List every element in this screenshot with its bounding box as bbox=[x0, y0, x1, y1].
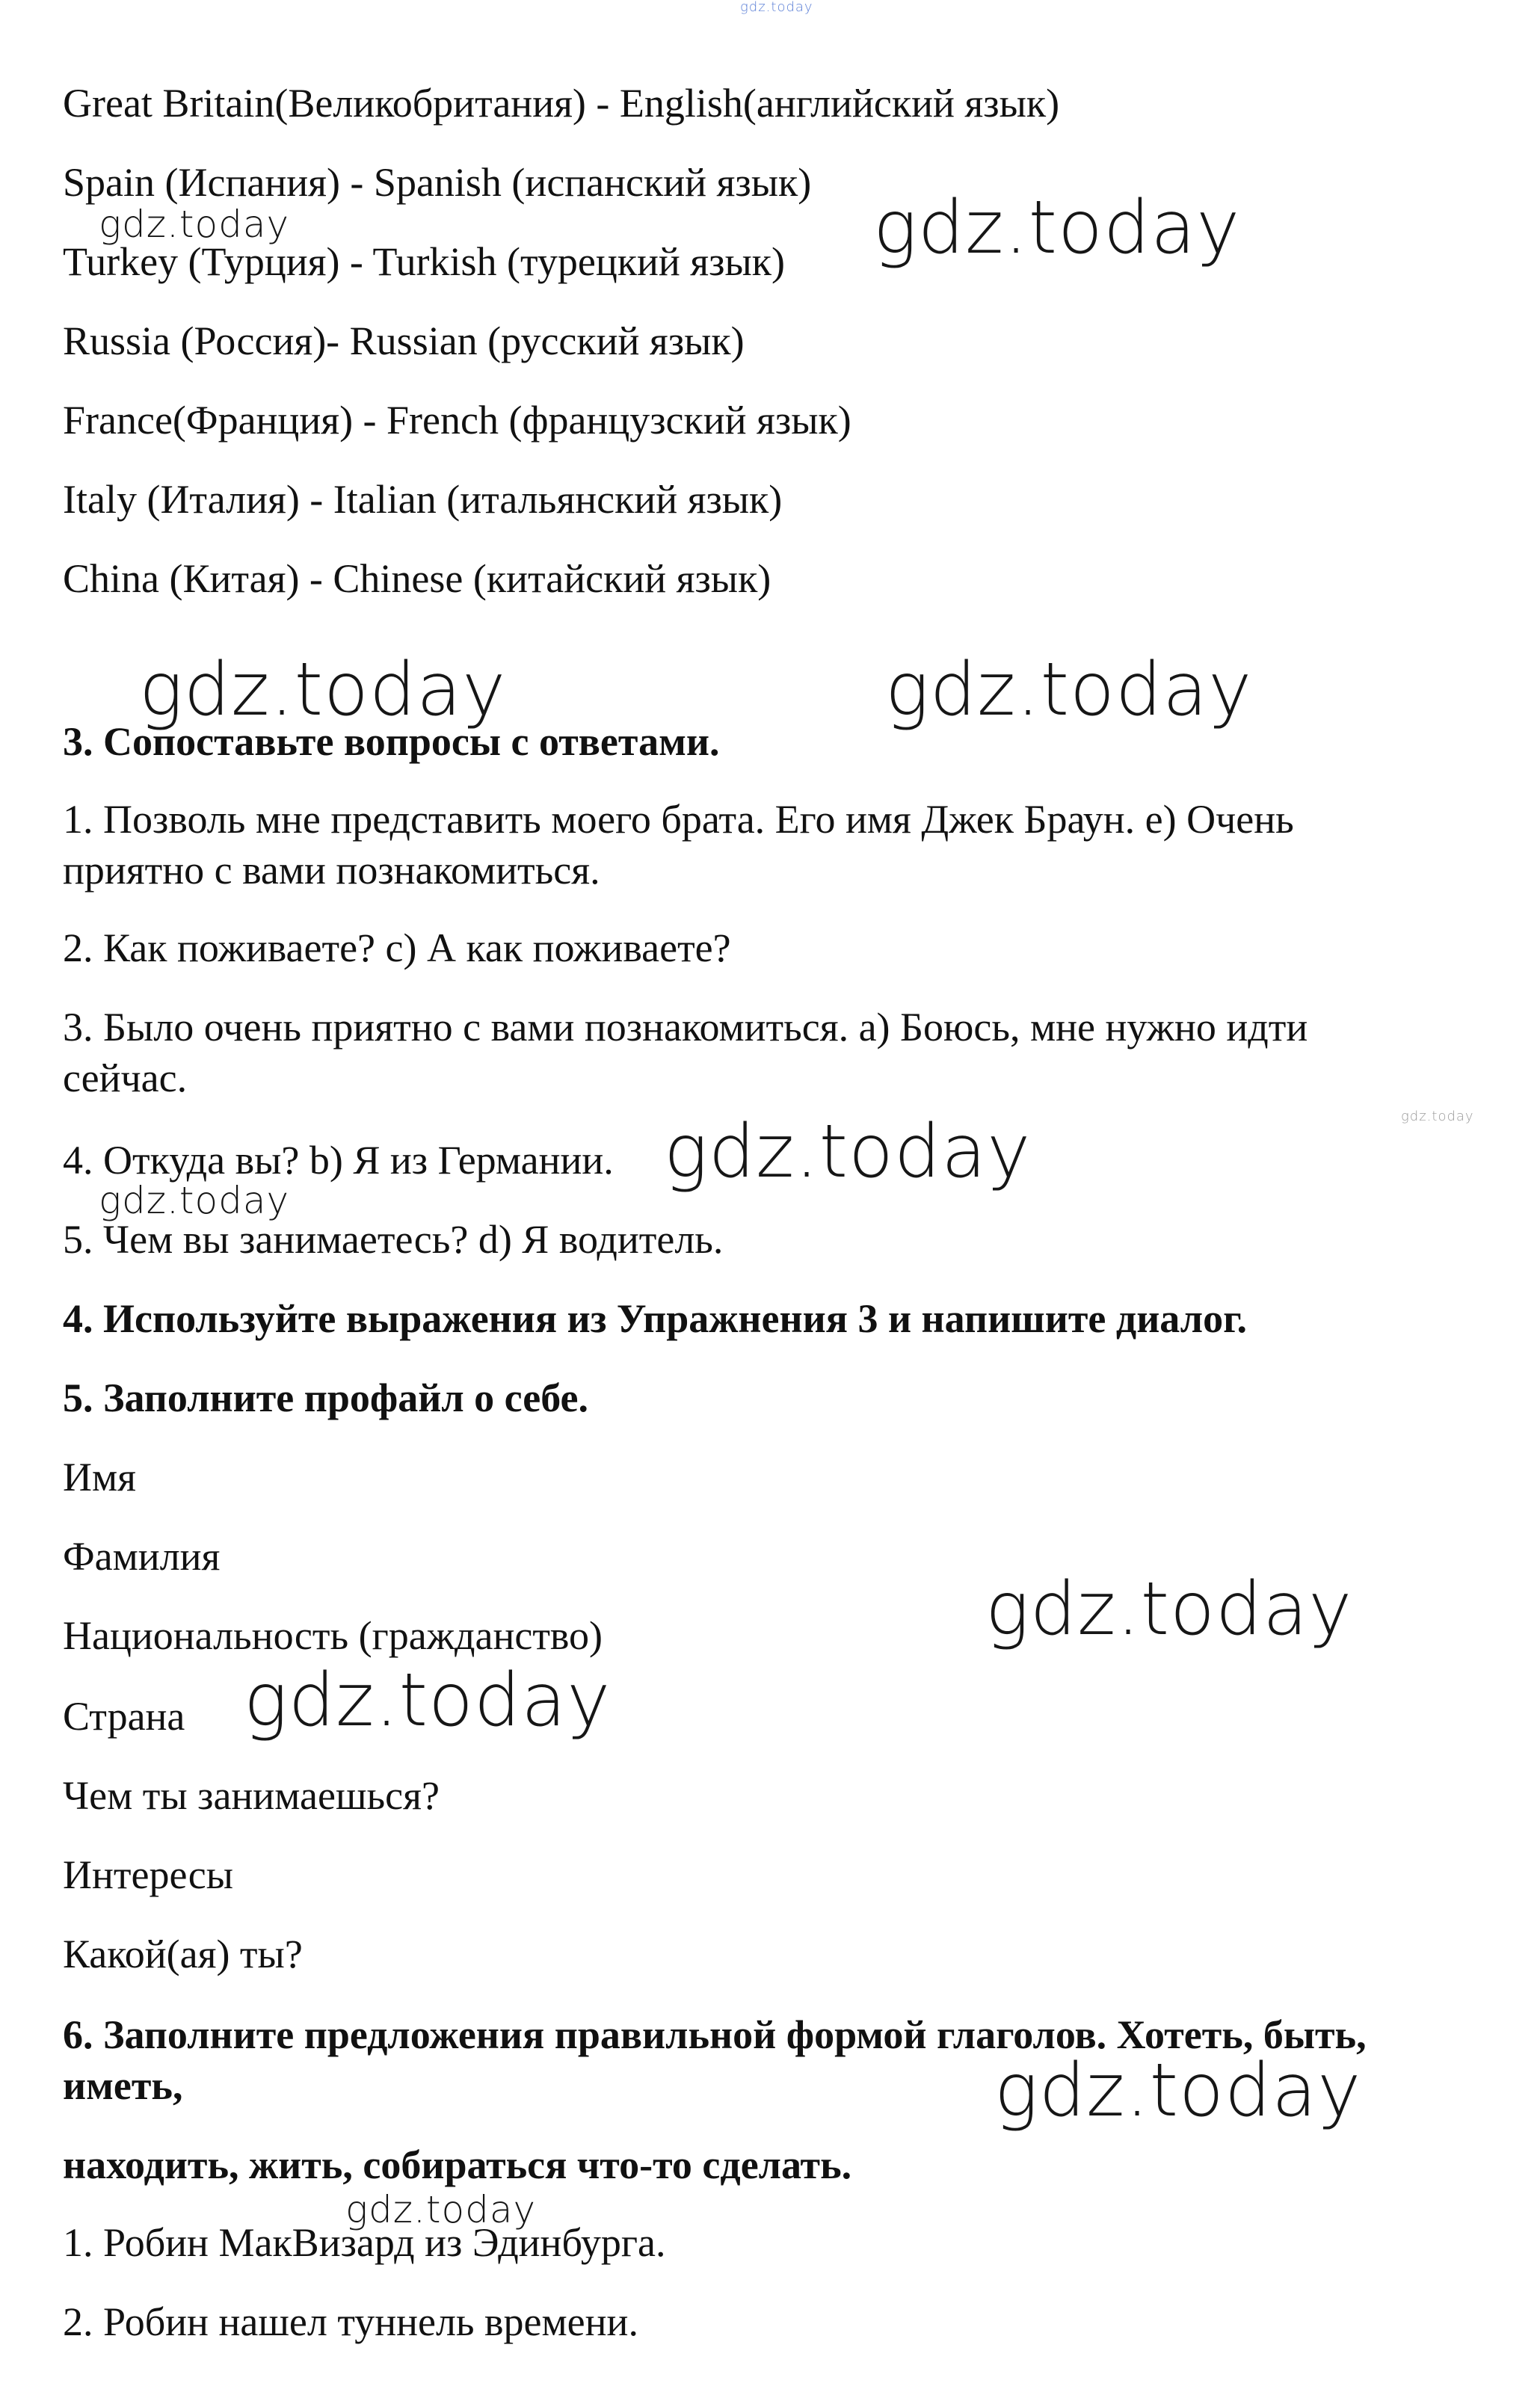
watermark: gdz.today bbox=[139, 647, 507, 733]
watermark: gdz.today bbox=[664, 1109, 1032, 1195]
watermark: gdz.today bbox=[885, 647, 1253, 733]
profile-field-occupation: Чем ты занимаешься? bbox=[63, 1773, 440, 1818]
watermark: gdz.today bbox=[99, 203, 290, 246]
language-line-turkey: Turkey (Турция) - Turkish (турецкий язык) bbox=[63, 239, 785, 284]
exercise-3-item-1-line-1: 1. Позволь мне представить моего брата. Его имя Джек Браун. е) Очень bbox=[63, 797, 1294, 842]
profile-field-nationality: Национальность (гражданство) bbox=[63, 1613, 603, 1658]
watermark: gdz.today bbox=[99, 1179, 290, 1222]
exercise-3-heading: 3. Сопоставьте вопросы с ответами. bbox=[63, 719, 720, 764]
language-line-china: China (Китая) - Chinese (китайский язык) bbox=[63, 556, 771, 601]
language-line-france: France(Франция) - French (французский язык) bbox=[63, 398, 851, 443]
exercise-3-item-3-line-1: 3. Было очень приятно с вами познакомиться. а) Боюсь, мне нужно идти bbox=[63, 1005, 1308, 1050]
profile-field-personality: Какой(ая) ты? bbox=[63, 1932, 303, 1976]
exercise-5-heading: 5. Заполните профайл о себе. bbox=[63, 1375, 588, 1420]
exercise-3-item-4: 4. Откуда вы? b) Я из Германии. bbox=[63, 1138, 614, 1183]
profile-field-name: Имя bbox=[63, 1455, 137, 1500]
language-line-spain: Spain (Испания) - Spanish (испанский язык) bbox=[63, 160, 812, 205]
watermark-top: gdz.today bbox=[740, 0, 813, 15]
exercise-6-heading-line-1: 6. Заполните предложения правильной формой глаголов. Хотеть, быть, bbox=[63, 2012, 1367, 2057]
exercise-6-heading-line-2: иметь, bbox=[63, 2063, 183, 2108]
exercise-6-item-1: 1. Робин МакВизард из Эдинбурга. bbox=[63, 2220, 666, 2265]
profile-field-surname: Фамилия bbox=[63, 1534, 221, 1579]
exercise-4-heading: 4. Используйте выражения из Упражнения 3 и напишите диалог. bbox=[63, 1296, 1248, 1341]
exercise-3-item-1-line-2: приятно с вами познакомиться. bbox=[63, 848, 600, 893]
profile-field-country: Страна bbox=[63, 1694, 185, 1739]
exercise-3-item-5: 5. Чем вы занимаетесь? d) Я водитель. bbox=[63, 1217, 724, 1262]
exercise-3-item-3-line-2: сейчас. bbox=[63, 1055, 188, 1100]
watermark: gdz.today bbox=[985, 1567, 1353, 1652]
watermark: gdz.today bbox=[994, 2048, 1362, 2133]
profile-field-interests: Интересы bbox=[63, 1852, 234, 1897]
watermark: gdz.today bbox=[345, 2188, 537, 2231]
exercise-6-item-2: 2. Робин нашел туннель времени. bbox=[63, 2299, 638, 2344]
language-line-great-britain: Great Britain(Великобритания) - English(английский язык) bbox=[63, 81, 1060, 126]
language-line-russia: Russia (Россия)- Russian (русский язык) bbox=[63, 318, 745, 363]
watermark: gdz.today bbox=[873, 185, 1241, 271]
exercise-3-item-2: 2. Как поживаете? с) А как поживаете? bbox=[63, 925, 731, 970]
watermark: gdz.today bbox=[1401, 1109, 1474, 1124]
watermark: gdz.today bbox=[244, 1658, 612, 1743]
language-line-italy: Italy (Италия) - Italian (итальянский язык) bbox=[63, 477, 783, 522]
exercise-6-heading-line-3: находить, жить, собираться что-то сделать. bbox=[63, 2142, 852, 2187]
